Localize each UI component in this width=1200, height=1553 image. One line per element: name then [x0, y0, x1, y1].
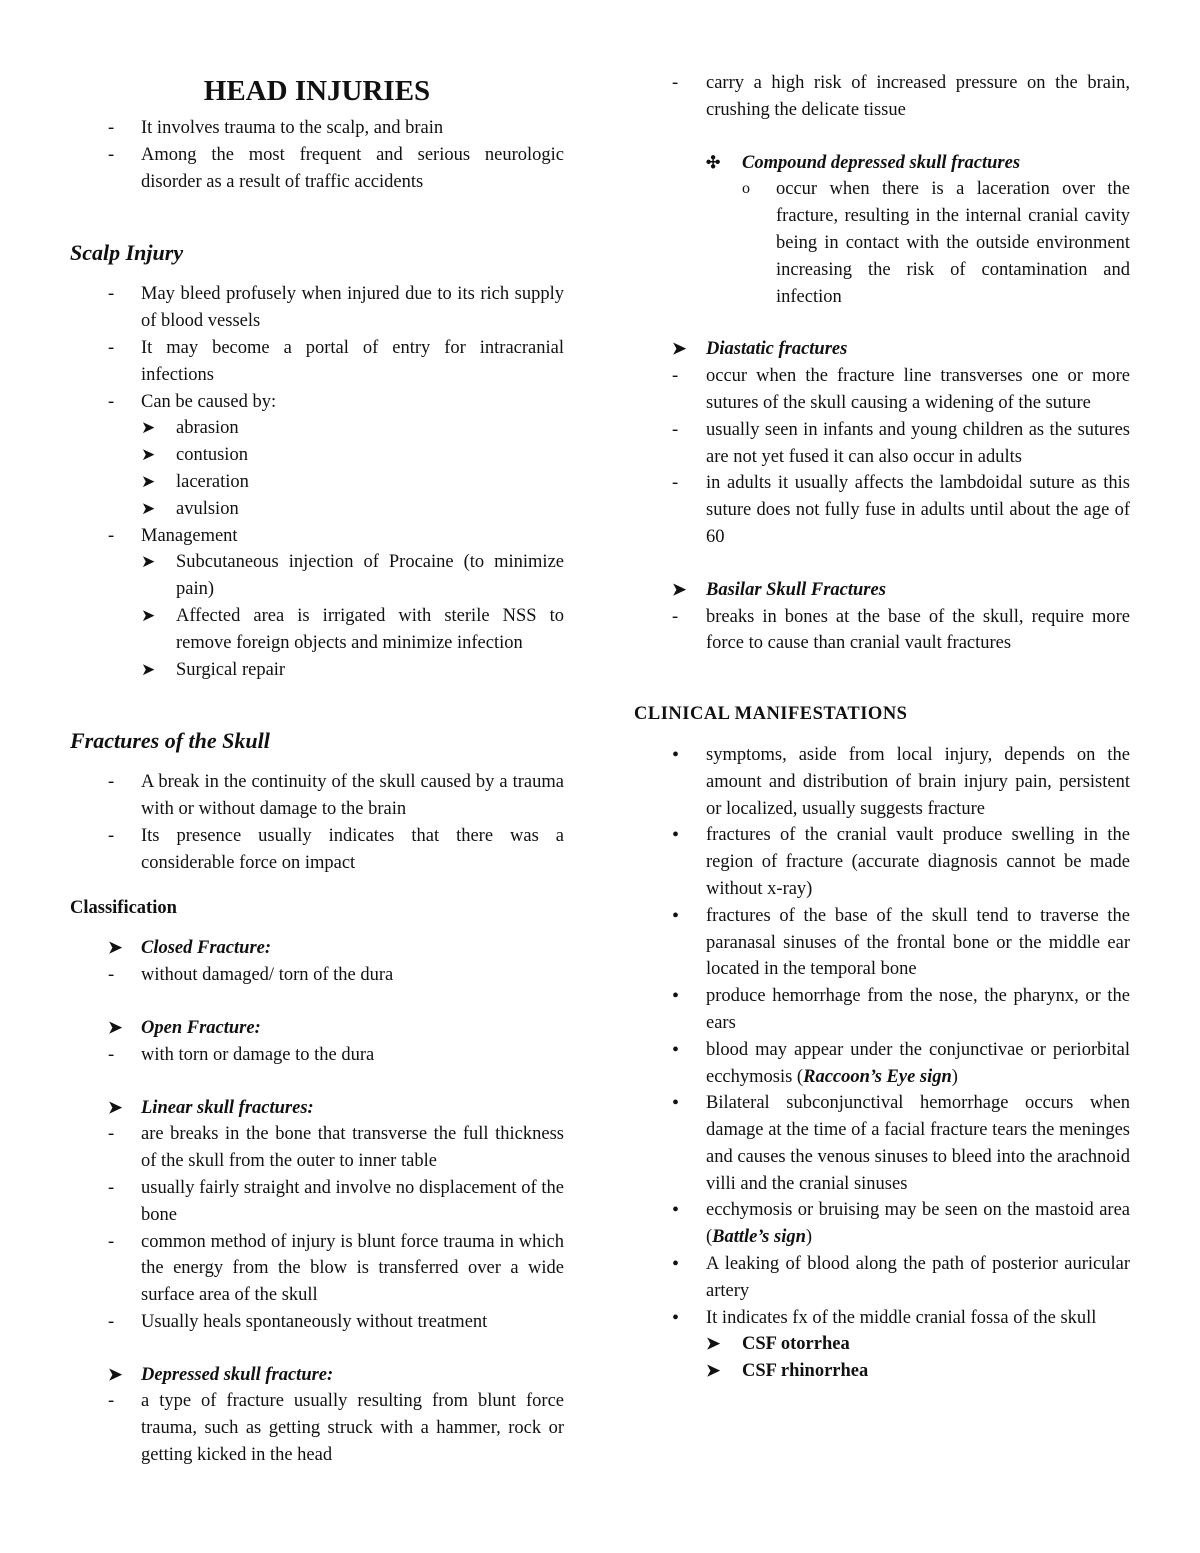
arrow-icon: ➤ [706, 1334, 721, 1354]
clinical-item: • fractures of the base of the skull tend to traverse the paranasal sinuses of the frontal bone or the middle ear located in the temporal bone [672, 904, 1130, 980]
arrow-icon: ➤ [108, 1017, 123, 1037]
diamond-bullet-icon: ✣ [706, 152, 721, 172]
management-item: ➤ Surgical repair [70, 657, 564, 684]
bullet-icon: • [672, 1253, 680, 1276]
left-column [70, 70, 564, 1469]
cause-item: ➤ avulsion [70, 496, 564, 523]
bullet-icon: • [672, 1199, 680, 1222]
arrow-icon: ➤ [141, 418, 156, 438]
bullet-icon: • [672, 1092, 680, 1115]
linear-fracture-item: - usually fairly straight and involve no displacement of the bone [70, 1175, 564, 1229]
linear-fracture-title: ➤ Linear skull fractures: [70, 1095, 564, 1122]
bullet-icon: • [672, 743, 680, 766]
right-column [634, 70, 1130, 1385]
battle-sign: Battle’s sign [712, 1227, 806, 1248]
arrow-icon: ➤ [141, 445, 156, 465]
linear-fracture-item: - are breaks in the bone that transverse the full thickness of the skull from the outer to inner table [70, 1121, 564, 1175]
bullet-icon: • [672, 1038, 680, 1061]
arrow-icon: ➤ [108, 1097, 123, 1117]
page-title: HEAD INJURIES [203, 75, 431, 107]
basilar-fracture-title: ➤ Basilar Skull Fractures [634, 577, 1130, 604]
compound-fracture-title: ✣ Compound depressed skull fractures [634, 150, 1130, 177]
fracture-item: - Its presence usually indicates that there was a considerable force on impact [70, 823, 564, 877]
arrow-icon: ➤ [108, 1364, 123, 1384]
clinical-item: • It indicates fx of the middle cranial fossa of the skull [634, 1305, 1130, 1332]
depressed-fracture-item: - a type of fracture usually resulting from blunt force trauma, such as getting struck with a hammer, rock or getting kicked in the head [70, 1388, 564, 1468]
diastatic-fracture-item: - in adults it usually affects the lambdoidal suture as this suture does not fully fuse in adults until about the age of 60 [634, 470, 1130, 550]
linear-fracture-item: - Usually heals spontaneously without treatment [70, 1309, 564, 1336]
classification-heading: Classification [70, 897, 177, 918]
clinical-manifestations-heading: CLINICAL MANIFESTATIONS [634, 704, 908, 725]
arrow-icon: ➤ [108, 938, 123, 958]
arrow-icon: ➤ [141, 552, 156, 572]
intro-item: - Among the most frequent and serious neurologic disorder as a result of traffic accidents [70, 142, 564, 196]
basilar-fracture-text: - breaks in bones at the base of the skull, require more force to cause than cranial vault fractures [634, 604, 1130, 658]
cause-item: ➤ contusion [70, 442, 564, 469]
closed-fracture-title: ➤ Closed Fracture: [70, 935, 564, 962]
intro-item: - It involves trauma to the scalp, and brain [70, 115, 564, 142]
arrow-icon: ➤ [672, 579, 687, 599]
cause-item: ➤ abrasion [70, 415, 564, 442]
scalp-item: - May bleed profusely when injured due to its rich supply of blood vessels [70, 281, 564, 335]
raccoon-eye-sign: Raccoon’s Eye sign [803, 1066, 952, 1087]
clinical-item: • produce hemorrhage from the nose, the pharynx, or the ears [672, 985, 1130, 1033]
bullet-icon: • [672, 985, 680, 1008]
circle-bullet-icon: o [742, 180, 750, 198]
arrow-icon: ➤ [672, 339, 687, 359]
arrow-icon: ➤ [141, 659, 156, 679]
diastatic-fracture-item: - usually seen in infants and young children as the sutures are not yet fused it can also occur in adults [634, 417, 1130, 471]
csf-item: ➤ CSF rhinorrhea [634, 1358, 1130, 1385]
csf-item: ➤ CSF otorrhea [634, 1331, 1130, 1358]
arrow-icon: ➤ [141, 471, 156, 491]
clinical-item: • A leaking of blood along the path of posterior auricular artery [672, 1253, 1130, 1301]
clinical-item: • Bilateral subconjunctival hemorrhage occurs when damage at the time of a facial fracture tears the meninges and causes the venous sinuses to bleed into the arachnoid villi and the cranial sinuses [672, 1092, 1130, 1194]
linear-fracture-item: - common method of injury is blunt force trauma in which the energy from the blow is transferred over a wide surface area of the skull [70, 1229, 564, 1309]
clinical-item-battle: • ecchymosis or bruising may be seen on the mastoid area (Battle’s sign) [672, 1199, 1130, 1248]
open-fracture-title: ➤ Open Fracture: [70, 1015, 564, 1042]
clinical-item: • fractures of the cranial vault produce swelling in the region of fracture (accurate diagnosis cannot be made without x-ray) [672, 824, 1130, 899]
management-item: ➤ Affected area is irrigated with sterile NSS to remove foreign objects and minimize infection [70, 603, 564, 657]
diastatic-fracture-item: - occur when the fracture line transverses one or more sutures of the skull causing a widening of the suture [634, 363, 1130, 417]
bullet-icon: • [672, 824, 680, 847]
diastatic-fracture-title: ➤ Diastatic fractures [634, 336, 1130, 363]
fracture-item: - A break in the continuity of the skull caused by a trauma with or without damage to the brain [70, 769, 564, 823]
scalp-item: - Can be caused by: [70, 389, 564, 416]
management-label: - Management [70, 523, 564, 550]
arrow-icon: ➤ [141, 498, 156, 518]
scalp-item: - It may become a portal of entry for intracranial infections [70, 335, 564, 389]
open-fracture-text: - with torn or damage to the dura [70, 1042, 564, 1069]
cause-item: ➤ laceration [70, 469, 564, 496]
depressed-fracture-title: ➤ Depressed skull fracture: [70, 1362, 564, 1389]
bullet-icon: • [672, 1306, 680, 1329]
management-item: ➤ Subcutaneous injection of Procaine (to minimize pain) [70, 549, 564, 603]
closed-fracture-text: - without damaged/ torn of the dura [70, 962, 564, 989]
arrow-icon: ➤ [141, 605, 156, 625]
compound-fracture-text: o occur when there is a laceration over the fracture, resulting in the internal cranial cavity being in contact with the outside environment increasing the risk of contamination and infection [634, 176, 1130, 310]
depressed-fracture-item: - carry a high risk of increased pressure on the brain, crushing the delicate tissue [634, 70, 1130, 124]
fractures-heading: Fractures of the Skull [70, 728, 270, 754]
arrow-icon: ➤ [706, 1361, 721, 1381]
bullet-icon: • [672, 904, 680, 927]
clinical-item-raccoon: • blood may appear under the conjunctivae or periorbital ecchymosis (Raccoon’s Eye sign) [672, 1038, 1130, 1087]
clinical-item: • symptoms, aside from local injury, depends on the amount and distribution of brain injury pain, persistent or localized, usually suggests fracture [672, 743, 1130, 819]
scalp-injury-heading: Scalp Injury [70, 240, 184, 266]
